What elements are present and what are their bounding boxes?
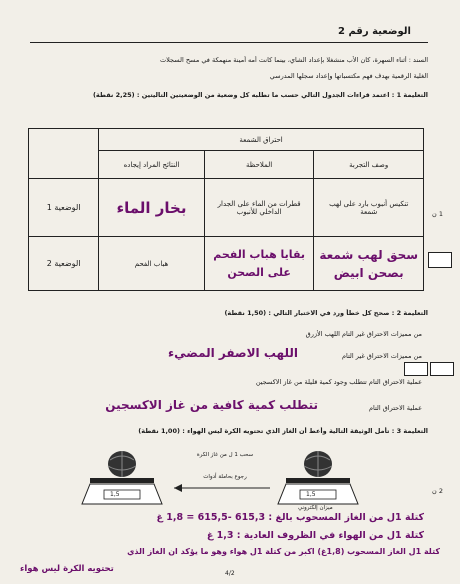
- answer-line-4: تحتويه الكرة ليس هواء: [20, 564, 114, 574]
- row2-observation: بقايا هباب الفحم على الصحن: [204, 237, 314, 291]
- figure-note: رجوع بحاملة أدوات: [203, 474, 247, 480]
- section-title: الوضعية رقم 2: [338, 26, 411, 37]
- col-experiment-header: وصف التجربة: [314, 151, 424, 179]
- answer-line-3: كتلة 1ل الغاز المسحوب (1,8غ) اكبر من كتلة 1ل هواء وهو ما يؤكد ان الغاز الذي: [127, 547, 440, 556]
- figure-right-label: ميزان إلكتروني: [298, 505, 333, 511]
- intro-line-1: السند : أثناء السهرة، كان الأب منشغلا بإعداد الشاي، بينما كانت أمه أمينة منهمكة في مسح السجلات: [159, 56, 428, 64]
- scale-left-reading: 1,5: [110, 491, 120, 498]
- intro-line-2: الغلية الرقمية بهدف فهم مكتسباتها وإعداد سجلها المدرسي: [269, 72, 428, 80]
- answer-line-1: كتلة 1ل من الغاز المسحوب بالغ : 615,3 -615,5 = 1,8 غ: [156, 512, 424, 523]
- bullet-2-prefix: من مميزات الاحتراق غير التام: [341, 352, 422, 360]
- bullet-3: عملية الاحتراق التام تتطلب وجود كمية قليلة من غاز الاكسجين: [255, 378, 422, 386]
- scale-right-reading: 1,5: [306, 491, 316, 498]
- col-result-header: النتائج المراد إيجاده: [99, 151, 205, 179]
- left-scale: [82, 451, 162, 504]
- score-box-2: [404, 362, 428, 376]
- page-number: 4/2: [225, 570, 235, 577]
- bullet-4-answer: تتطلب كمية كافية من غاز الاكسجين: [105, 398, 318, 412]
- score-box-1: [428, 252, 452, 268]
- task-1-instruction: التعليمة 1 : اعتمد قراءات الجدول التالي حسب ما تطلبه كل وضعية من الوضعيتين التاليتين : (2,25 نقطة): [92, 91, 428, 99]
- bullet-1: من مميزات الاحتراق غير التام اللهب الأزرق: [305, 330, 422, 338]
- title-rule: [30, 42, 428, 43]
- col-observation-header: الملاحظة: [204, 151, 314, 179]
- right-scale: [278, 451, 358, 504]
- side-score-2: 2 ن: [432, 487, 443, 495]
- table-corner: [29, 129, 99, 179]
- results-table: [28, 128, 424, 291]
- row1-experiment: تنكيس أنبوب بارد على لهب شمعة: [314, 179, 424, 237]
- bullet-4-prefix: عملية الاحتراق التام: [368, 404, 422, 412]
- score-box-3: [430, 362, 454, 376]
- answer-line-2: كتلة 1ل من الهواء في الظروف العادية : 1,3 غ: [206, 530, 424, 541]
- bullet-2-answer: اللهب الاصفر المضيء: [167, 346, 298, 360]
- row2-result: هباب الفحم: [99, 237, 205, 291]
- row2-experiment: سحق لهب شمعة بصحن ابيض: [314, 237, 424, 291]
- task-2-instruction: التعليمة 2 : صحح كل خطأ ورد في الاختبار التالي : (1,50 نقطة): [224, 309, 428, 317]
- row2-label: الوضعية 2: [29, 237, 99, 291]
- side-score-1: 1 ن: [432, 210, 443, 218]
- row1-result: بخار الماء: [99, 179, 205, 237]
- figure-label: سحب 1 ل من غاز الكرة: [196, 452, 254, 458]
- task-3-instruction: التعليمة 3 : تأمل الوثيقة التالية وأعط أن الغاز الذي تحتويه الكرة ليس الهواء : (1,00 نقطة): [138, 427, 428, 435]
- row1-observation: قطرات من الماء على الجدار الداخلي للأنبوب: [204, 179, 314, 237]
- table-header: احتراق الشمعة: [99, 129, 424, 151]
- row1-label: الوضعية 1: [29, 179, 99, 237]
